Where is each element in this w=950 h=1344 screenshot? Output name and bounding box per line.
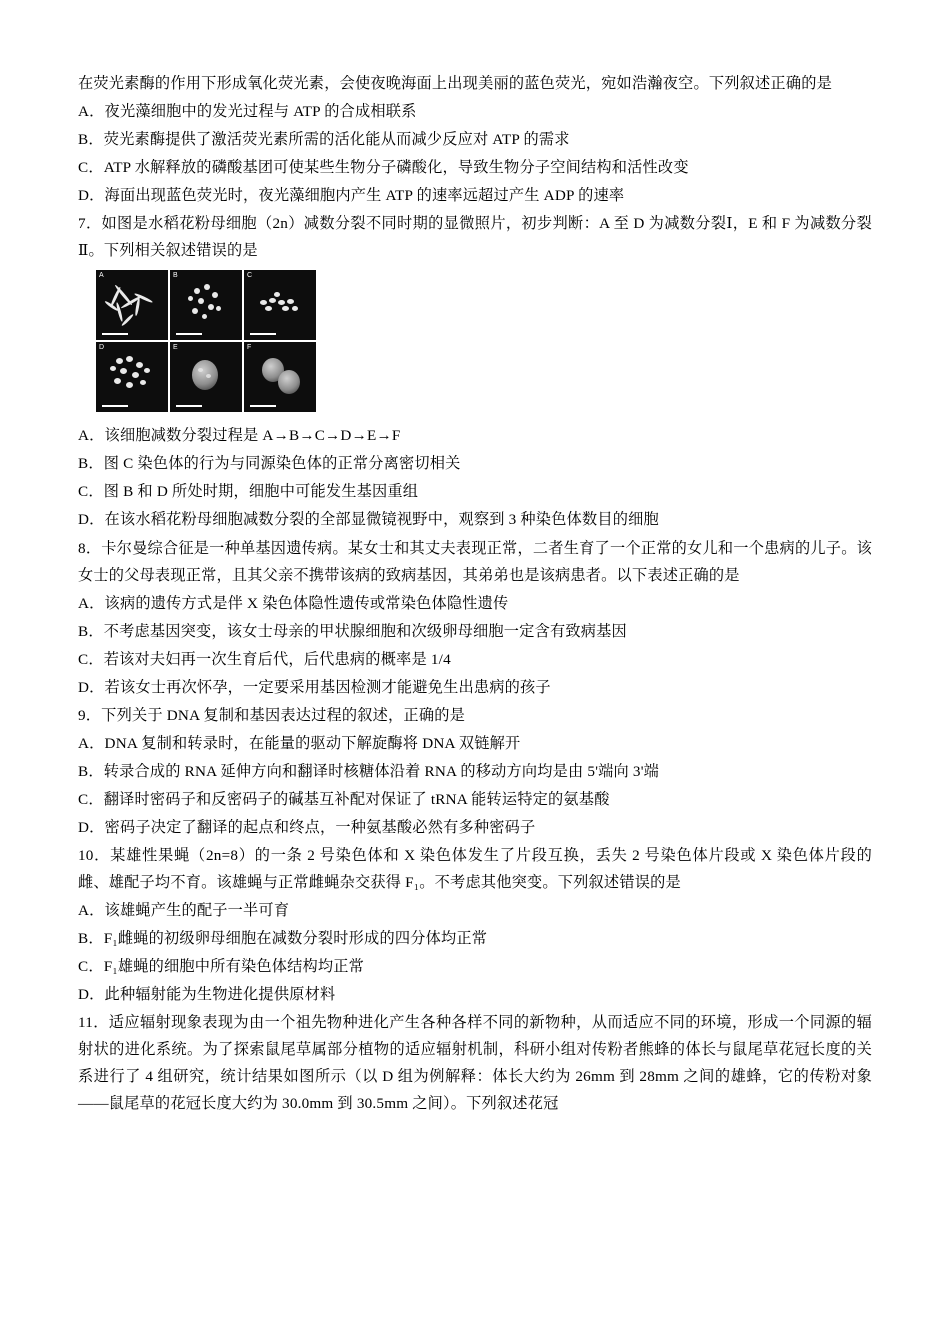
- micrograph-panel-d: [96, 342, 168, 412]
- question-8-stem: 8．卡尔曼综合征是一种单基因遗传病。某女士和其丈夫表现正常，二者生育了一个正常的女儿和一个患病的儿子。该女士的父母表现正常，且其父亲不携带该病的致病基因，其弟弟也是该病患者。以下表述正确的是: [78, 539, 872, 584]
- panel-label-c: C: [247, 272, 253, 280]
- question-8-option-c: C．若该对夫妇再一次生育后代，后代患病的概率是 1/4: [78, 650, 451, 668]
- question-10-option-d: D．此种辐射能为生物进化提供原材料: [78, 986, 336, 1004]
- micrograph-panel-f: [244, 342, 316, 412]
- panel-label-a: A: [99, 272, 104, 280]
- question-6-option-a: A．夜光藻细胞中的发光过程与 ATP 的合成相联系: [78, 103, 417, 121]
- question-9-option-a: A．DNA 复制和转录时，在能量的驱动下解旋酶将 DNA 双链解开: [78, 734, 521, 752]
- question-8-option-a: A．该病的遗传方式是伴 X 染色体隐性遗传或常染色体隐性遗传: [78, 594, 509, 612]
- question-9-stem: 9．下列关于 DNA 复制和基因表达过程的叙述，正确的是: [78, 706, 465, 724]
- scale-bar: [250, 405, 276, 407]
- question-10-option-a: A．该雄蝇产生的配子一半可育: [78, 902, 290, 920]
- question-8-option-d: D．若该女士再次怀孕，一定要采用基因检测才能避免生出患病的孩子: [78, 678, 551, 696]
- panel-label-b: B: [173, 272, 178, 280]
- question-10-option-c: C．F₁雄蝇的细胞中所有染色体结构均正常: [78, 958, 365, 976]
- question-6-option-c: C．ATP 水解释放的磷酸基团可使某些生物分子磷酸化，导致生物分子空间结构和活性改变: [78, 159, 689, 177]
- question-6-option-b: B．荧光素酶提供了激活荧光素所需的活化能从而减少反应对 ATP 的需求: [78, 131, 570, 149]
- scale-bar: [176, 405, 202, 407]
- question-10-stem: 10．某雄性果蝇（2n=8）的一条 2 号染色体和 X 染色体发生了片段互换，丢失 2 号染色体片段或 X 染色体片段的雌、雄配子均不育。该雄蝇与正常雌蝇杂交获得 F₁。不考虑其他突变。下列叙述错误的是: [78, 847, 872, 892]
- question-7-option-c: C．图 B 和 D 所处时期，细胞中可能发生基因重组: [78, 483, 419, 501]
- scale-bar: [250, 333, 276, 335]
- panel-label-e: E: [173, 344, 178, 352]
- question-11-stem: 11．适应辐射现象表现为由一个祖先物种进化产生各种各样不同的新物种，从而适应不同的环境，形成一个同源的辐射状的进化系统。为了探索鼠尾草属部分植物的适应辐射机制，科研小组对传粉者熊蜂的体长与鼠尾草花冠长度的关系进行了 4 组研究，统计结果如图所示（以 D 组为例解释：体长大约为 26mm 到 28mm 之间的雄蜂，它的传粉对象——鼠尾草的花冠长度大约为 30.0mm 到 30.5mm 之间）。下列叙述花冠: [78, 1014, 872, 1113]
- question-10-option-b: B．F₁雌蝇的初级卵母细胞在减数分裂时形成的四分体均正常: [78, 930, 488, 948]
- micrograph-row-bottom: [96, 342, 318, 412]
- question-7-micrograph-figure: [78, 270, 872, 412]
- scale-bar: [102, 405, 128, 407]
- panel-label-d: D: [99, 344, 105, 352]
- micrograph-row-top: [96, 270, 318, 340]
- question-7-option-b: B．图 C 染色体的行为与同源染色体的正常分离密切相关: [78, 455, 461, 473]
- micrograph-panel-b: [170, 270, 242, 340]
- question-9-option-b: B．转录合成的 RNA 延伸方向和翻译时核糖体沿着 RNA 的移动方向均是由 5'端向 3'端: [78, 762, 660, 780]
- question-8-option-b: B．不考虑基因突变，该女士母亲的甲状腺细胞和次级卵母细胞一定含有致病基因: [78, 622, 627, 640]
- question-7-option-d: D．在该水稻花粉母细胞减数分裂的全部显微镜视野中，观察到 3 种染色体数目的细胞: [78, 511, 659, 529]
- scale-bar: [102, 333, 128, 335]
- micrograph-panel-a: [96, 270, 168, 340]
- micrograph-grid: [96, 270, 318, 412]
- question-7-option-a: A．该细胞减数分裂过程是 A→B→C→D→E→F: [78, 427, 401, 445]
- question-7-stem: 7．如图是水稻花粉母细胞（2n）减数分裂不同时期的显微照片，初步判断：A 至 D 为减数分裂Ⅰ，E 和 F 为减数分裂Ⅱ。下列相关叙述错误的是: [78, 215, 872, 260]
- scale-bar: [176, 333, 202, 335]
- panel-label-f: F: [247, 344, 252, 352]
- question-9-option-d: D．密码子决定了翻译的起点和终点，一种氨基酸必然有多种密码子: [78, 818, 536, 836]
- question-6-option-d: D．海面出现蓝色荧光时，夜光藻细胞内产生 ATP 的速率远超过产生 ADP 的速率: [78, 187, 625, 205]
- micrograph-panel-e: [170, 342, 242, 412]
- question-9-option-c: C．翻译时密码子和反密码子的碱基互补配对保证了 tRNA 能转运特定的氨基酸: [78, 790, 610, 808]
- question-6-stem-continuation: 在荧光素酶的作用下形成氧化荧光素，会使夜晚海面上出现美丽的蓝色荧光，宛如浩瀚夜空。下列叙述正确的是: [78, 75, 832, 92]
- micrograph-panel-c: [244, 270, 316, 340]
